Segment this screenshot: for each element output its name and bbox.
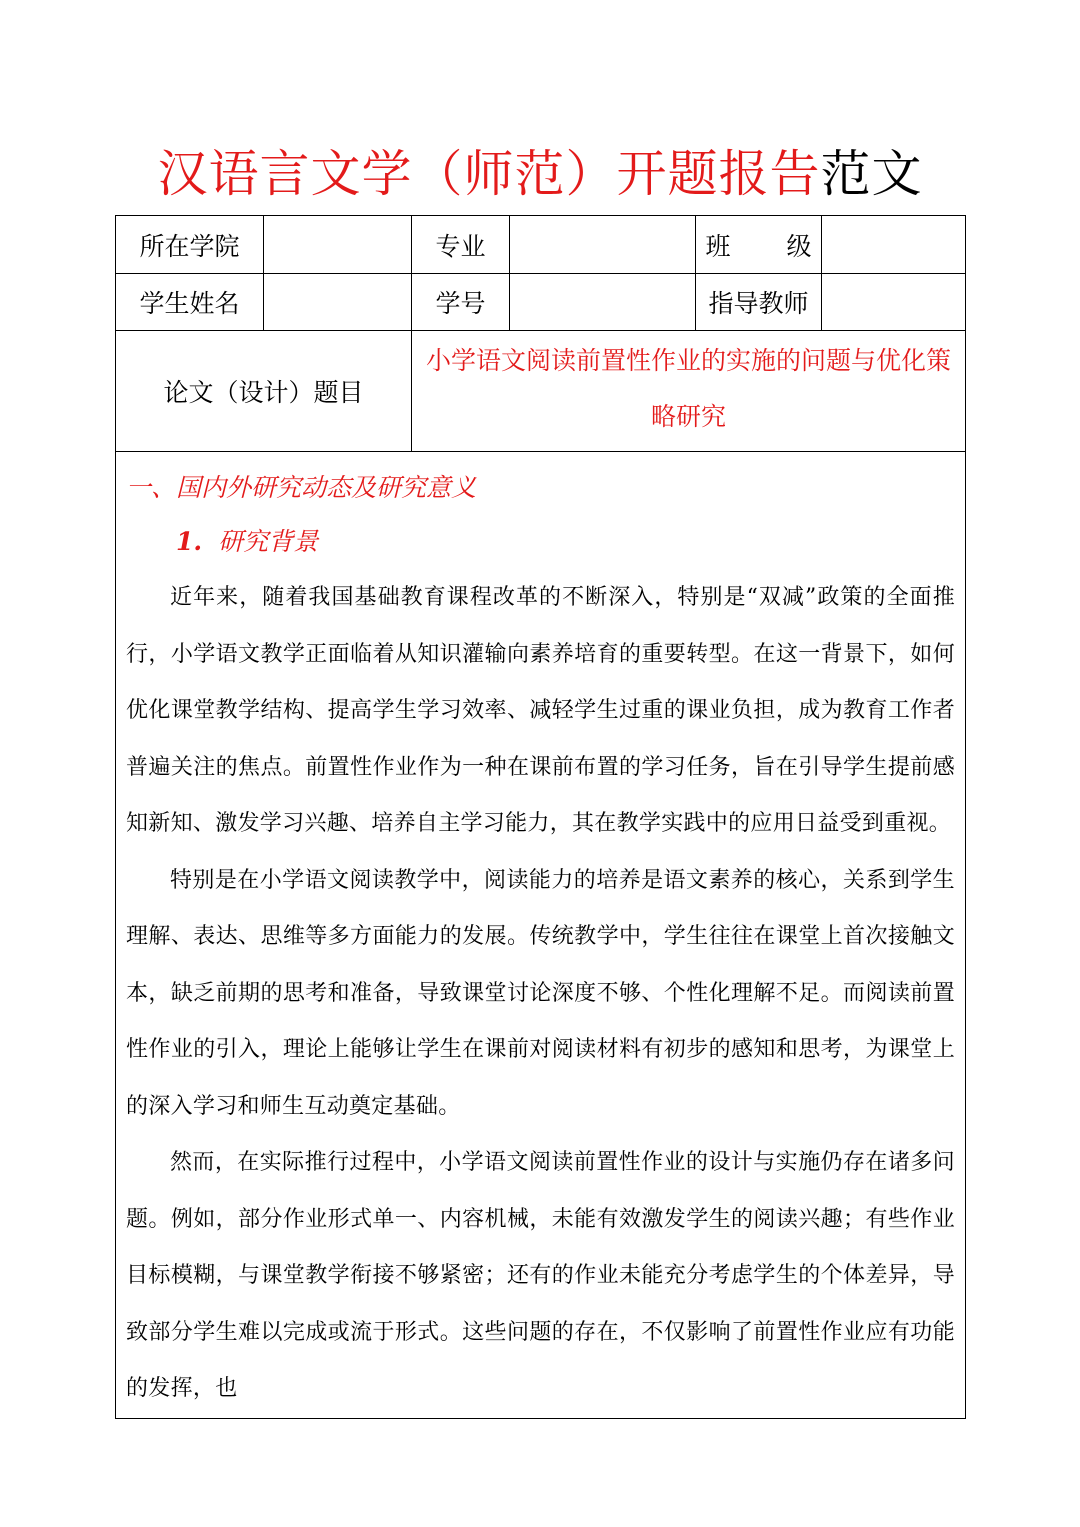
topic-label: 论文（设计）题目 (116, 331, 412, 452)
class-label (696, 216, 822, 274)
proposal-form-table (115, 215, 966, 1419)
topic-value: 小学语文阅读前置性作业的实施的问题与优化策略研究 (412, 331, 966, 452)
section-heading: 一、国内外研究动态及研究意义 (126, 473, 477, 502)
advisor-label: 指导教师 (696, 274, 822, 331)
college-label: 所在学院 (116, 216, 264, 274)
paragraph-2: 特别是在小学语文阅读教学中，阅读能力的培养是语文素养的核心，关系到学生理解、表达、思维等多方面能力的发展。传统教学中，学生往往在课堂上首次接触文本，缺乏前期的思考和准备，导致课堂讨论深度不够、个性化理解不足。而阅读前置性作业的引入，理论上能够让学生在课前对阅读材料有初步的感知和思考，为课堂上的深入学习和师生互动奠定基础。 (126, 867, 955, 1119)
class-label-char-1: 班 (705, 231, 731, 261)
class-value[interactable] (822, 216, 966, 274)
class-label-char-2: 级 (786, 231, 812, 261)
form-row-content (116, 452, 966, 1419)
college-value[interactable] (264, 216, 412, 274)
student-id-label: 学号 (412, 274, 510, 331)
sub-heading-number: 1. (176, 527, 203, 556)
major-label: 专业 (412, 216, 510, 274)
advisor-value[interactable] (822, 274, 966, 331)
form-row-topic (116, 331, 966, 452)
sub-heading-title: 研究背景 (218, 527, 319, 556)
document-title (0, 138, 1080, 210)
title-black-part: 范文 (820, 145, 923, 203)
title-red-part: 汉语言文学（师范）开题报告 (157, 145, 821, 203)
paragraph-3: 然而，在实际推行过程中，小学语文阅读前置性作业的设计与实施仍存在诸多问题。例如，部分作业形式单一、内容机械，未能有效激发学生的阅读兴趣；有些作业目标模糊，与课堂教学衔接不够紧密；还有的作业未能充分考虑学生的个体差异，导致部分学生难以完成或流于形式。这些问题的存在，不仅影响了前置性作业应有功能的发挥，也 (126, 1150, 955, 1401)
major-value[interactable] (510, 216, 696, 274)
content-cell (116, 452, 966, 1419)
student-name-label: 学生姓名 (116, 274, 264, 331)
student-name-value[interactable] (264, 274, 412, 331)
student-id-value[interactable] (510, 274, 696, 331)
sub-heading (126, 520, 955, 564)
form-row-college (116, 216, 966, 274)
form-row-student (116, 274, 966, 331)
paragraph-1: 近年来，随着我国基础教育课程改革的不断深入，特别是“双减”政策的全面推行，小学语文教学正面临着从知识灌输向素养培育的重要转型。在这一背景下，如何优化课堂教学结构、提高学生学习效率、减轻学生过重的课业负担，成为教育工作者普遍关注的焦点。前置性作业作为一种在课前布置的学习任务，旨在引导学生提前感知新知、激发学习兴趣、培养自主学习能力，其在教学实践中的应用日益受到重视。 (126, 585, 955, 836)
